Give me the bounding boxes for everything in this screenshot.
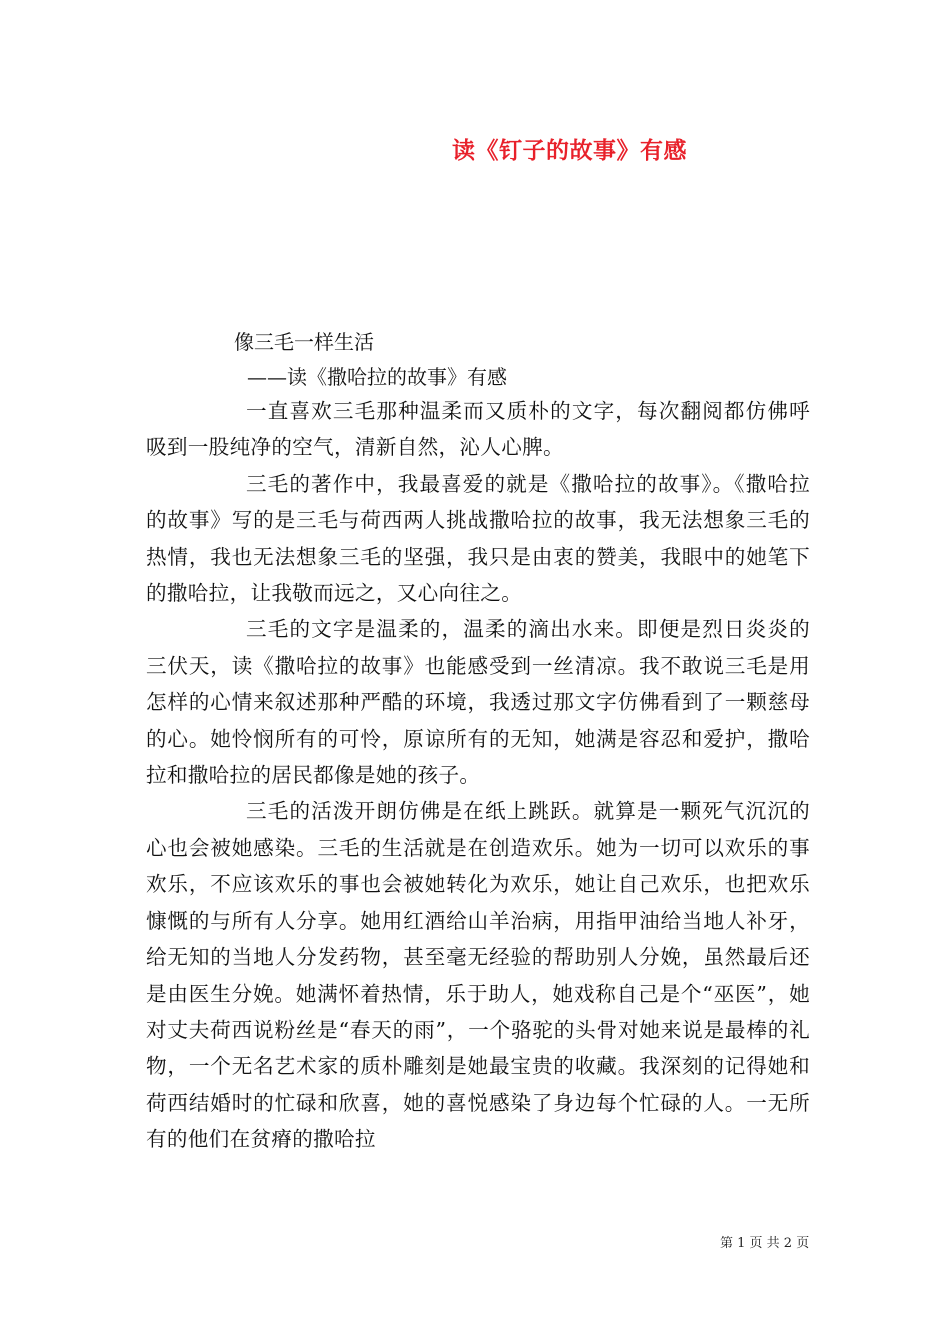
paragraph: 三毛的活泼开朗仿佛是在纸上跳跃。就算是一颗死气沉沉的心也会被她感染。三毛的生活就是在创造欢乐。她为一切可以欢乐的事欢乐，不应该欢乐的事也会被她转化为欢乐，她让自己欢乐，也把欢乐慷慨的与所有人分享。她用红酒给山羊治病，用指甲油给当地人补牙，给无知的当地人分发药物，甚至毫无经验的帮助别人分娩，虽然最后还是由医生分娩。她满怀着热情，乐于助人，她戏称自己是个“巫医”，她对丈夫荷西说粉丝是“春天的雨”，一个骆驼的头骨对她来说是最棒的礼物，一个无名艺术家的质朴雕刻是她最宝贵的收藏。我深刻的记得她和荷西结婚时的忙碌和欣喜，她的喜悦感染了身边每个忙碌的人。一无所有的他们在贫瘠的撒哈拉 xyxy=(146,799,810,1152)
essay-subtitle: ——读《撒哈拉的故事》有感 xyxy=(247,365,507,389)
document-title: 读《钉子的故事》有感 xyxy=(452,137,687,164)
paragraph: 三毛的著作中，我最喜爱的就是《撒哈拉的故事》。《撒哈拉的故事》写的是三毛与荷西两人挑战撒哈拉的故事，我无法想象三毛的热情，我也无法想象三毛的坚强，我只是由衷的赞美，我眼中的她笔下的撒哈拉，让我敬而远之，又心向往之。 xyxy=(146,471,810,606)
essay-heading: 像三毛一样生活 xyxy=(234,330,374,354)
page-number: 第 1 页 共 2 页 xyxy=(720,1236,810,1251)
essay-body xyxy=(146,393,810,1158)
paragraph: 三毛的文字是温柔的，温柔的滴出水来。即便是烈日炎炎的三伏天，读《撒哈拉的故事》也能感受到一丝清凉。我不敢说三毛是用怎样的心情来叙述那种严酷的环境，我透过那文字仿佛看到了一颗慈母的心。她怜悯所有的可怜，原谅所有的无知，她满是容忍和爱护，撒哈拉和撒哈拉的居民都像是她的孩子。 xyxy=(146,617,810,788)
paragraph: 一直喜欢三毛那种温柔而又质朴的文字，每次翻阅都仿佛呼吸到一股纯净的空气，清新自然，沁人心脾。 xyxy=(146,399,810,460)
